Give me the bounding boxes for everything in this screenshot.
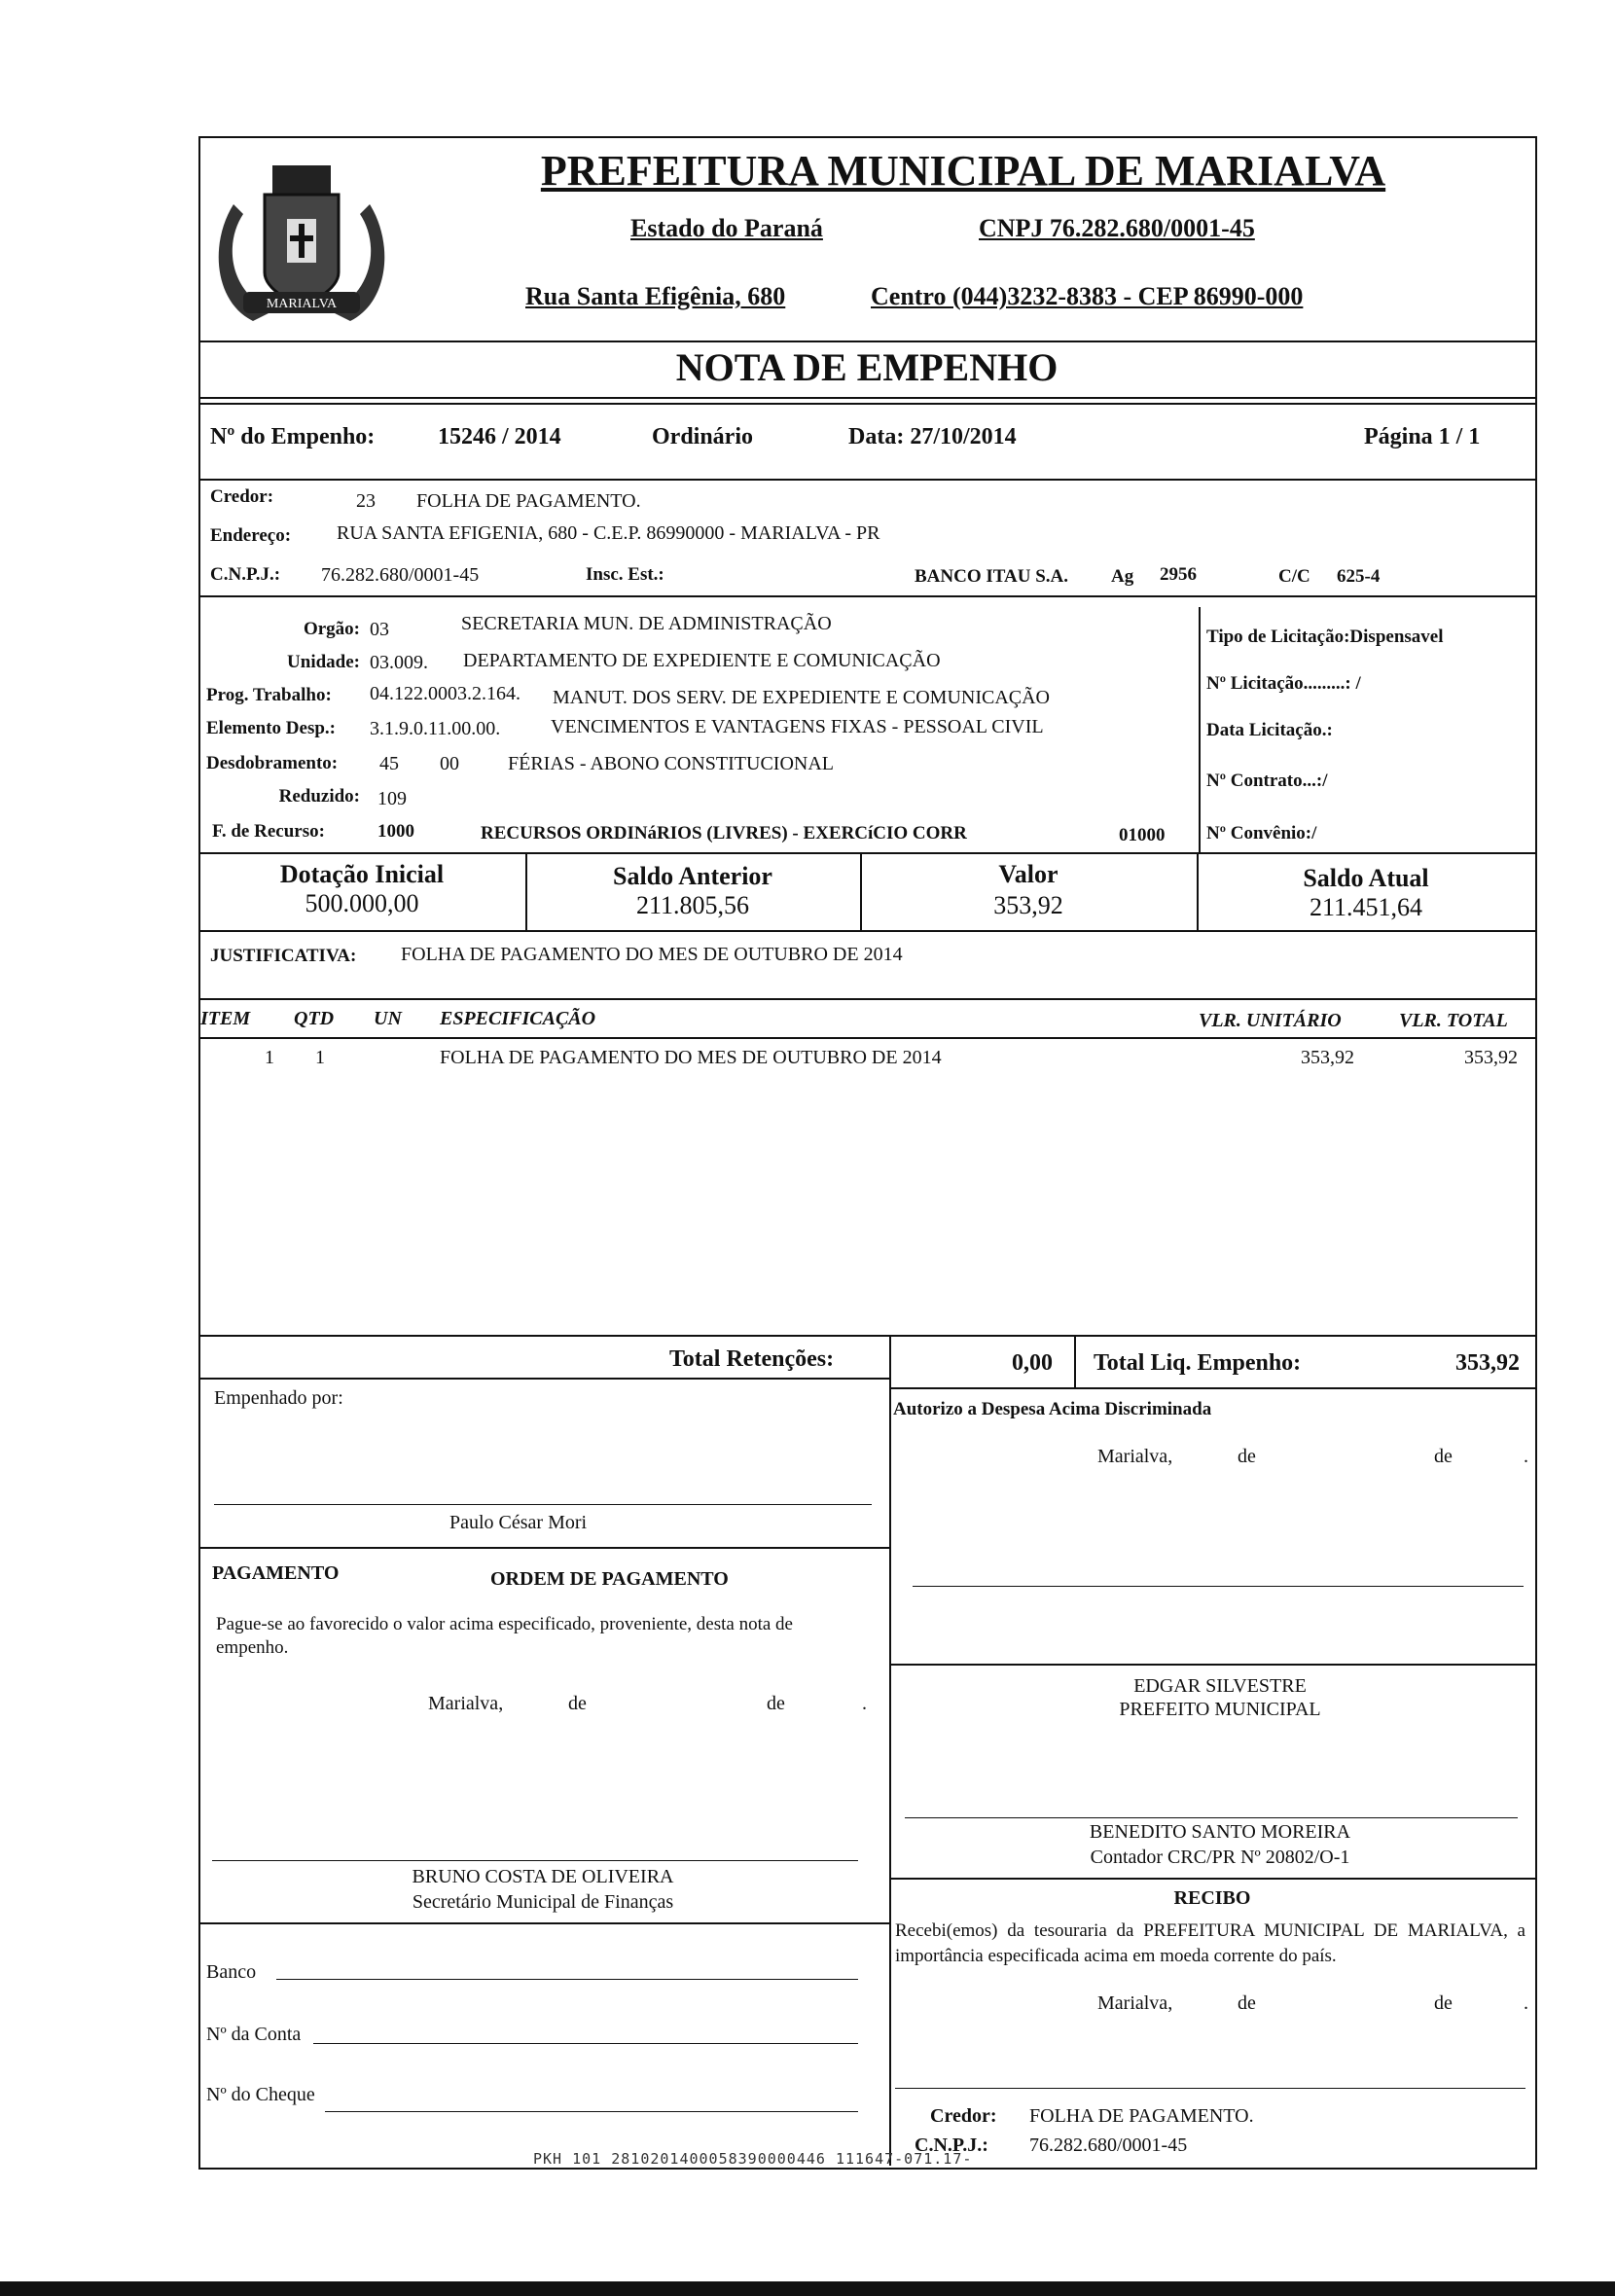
row-qtd: 1 <box>315 1047 325 1068</box>
empenho-number: 15246 / 2014 <box>438 424 561 449</box>
recibo-credor-label: Credor: <box>930 2105 997 2127</box>
barcode-text: PKH 101 2810201400058390000446 111647-071.17- <box>533 2150 973 2168</box>
prefeito-title: PREFEITO MUNICIPAL <box>1119 1699 1321 1720</box>
valor-label: Valor <box>998 860 1059 888</box>
saldo-atual-value: 211.451,64 <box>1309 893 1423 921</box>
desdobramento-code: 45 <box>379 753 399 774</box>
prefeito-name: EDGAR SILVESTRE <box>1133 1675 1307 1697</box>
col-qtd-header: QTD <box>294 1008 335 1029</box>
total-liq-value: 353,92 <box>1455 1350 1520 1376</box>
reduzido-code: 109 <box>377 788 407 809</box>
ag-label: Ag <box>1111 566 1134 587</box>
page-title: PREFEITURA MUNICIPAL DE MARIALVA <box>540 147 1386 195</box>
saldo-anterior-label: Saldo Anterior <box>613 862 772 890</box>
recibo-cnpj: 76.282.680/0001-45 <box>1029 2135 1188 2156</box>
recibo-date-de1: de <box>1238 1992 1256 2014</box>
justificativa-text: FOLHA DE PAGAMENTO DO MES DE OUTUBRO DE 2014 <box>401 944 903 965</box>
conta-label: Nº da Conta <box>206 2024 302 2045</box>
valor-value: 353,92 <box>993 891 1063 919</box>
elemento-code: 3.1.9.0.11.00.00. <box>370 718 501 739</box>
col-un-header: UN <box>374 1008 402 1029</box>
scan-edge <box>0 2281 1615 2296</box>
recibo-date-dot: . <box>1524 1992 1528 2014</box>
municipal-crest <box>204 146 399 336</box>
banco-field[interactable] <box>276 1979 858 1980</box>
row-unit: 353,92 <box>1301 1047 1354 1068</box>
desdobramento-sub: 00 <box>440 753 459 774</box>
autorizo-date-de2: de <box>1434 1446 1453 1467</box>
autorizo-label: Autorizo a Despesa Acima Discriminada <box>893 1399 1212 1419</box>
desdobramento-label: Desdobramento: <box>206 753 339 773</box>
recibo-title: RECIBO <box>1173 1887 1251 1909</box>
orgao-label: Orgão: <box>303 619 360 639</box>
licitacao-data: Data Licitação.: <box>1206 720 1333 740</box>
prog-desc: MANUT. DOS SERV. DE EXPEDIENTE E COMUNICAÇÃO <box>553 687 1050 708</box>
page-number: Página 1 / 1 <box>1364 424 1481 449</box>
ag-number: 2956 <box>1160 564 1197 585</box>
crest-icon <box>204 146 399 336</box>
svg-text:MARIALVA: MARIALVA <box>266 297 338 311</box>
recibo-cnpj-label: C.N.P.J.: <box>915 2135 988 2156</box>
dotacao-value: 500.000,00 <box>305 889 419 917</box>
credor-label: Credor: <box>210 486 274 507</box>
reduzido-label: Reduzido: <box>278 786 360 807</box>
empenhado-name: Paulo César Mori <box>449 1512 588 1533</box>
col-total-header: VLR. TOTAL <box>1399 1010 1508 1031</box>
row-total: 353,92 <box>1464 1047 1518 1068</box>
recurso-code-2: 01000 <box>1119 825 1166 845</box>
secretario-title: Secretário Municipal de Finanças <box>412 1891 674 1913</box>
pagamento-date-de1: de <box>568 1693 587 1714</box>
elemento-label: Elemento Desp.: <box>206 718 336 738</box>
pagamento-date-dot: . <box>862 1693 867 1714</box>
pagamento-text: Pague-se ao favorecido o valor acima especificado, proveniente, desta nota de empenho. <box>216 1614 793 1658</box>
pagamento-label: PAGAMENTO <box>212 1562 340 1584</box>
autorizo-date-de1: de <box>1238 1446 1256 1467</box>
header-district: Centro (044)3232-8383 - CEP 86990-000 <box>871 282 1304 310</box>
cc-number: 625-4 <box>1337 566 1381 587</box>
insc-label: Insc. Est.: <box>586 564 664 585</box>
recibo-text: Recebi(emos) da tesouraria da PREFEITURA MUNICIPAL DE MARIALVA, a importância especificada acima em moeda corrente do país. <box>895 1920 1525 1966</box>
pagamento-date-de2: de <box>767 1693 785 1714</box>
credor-cnpj: 76.282.680/0001-45 <box>321 564 480 586</box>
credor-code: 23 <box>356 490 376 512</box>
credor-name: FOLHA DE PAGAMENTO. <box>416 490 641 512</box>
contador-name: BENEDITO SANTO MOREIRA <box>1089 1821 1351 1843</box>
unidade-desc: DEPARTAMENTO DE EXPEDIENTE E COMUNICAÇÃO <box>463 650 941 671</box>
empenho-type: Ordinário <box>652 424 754 449</box>
endereco-label: Endereço: <box>210 525 292 546</box>
empenho-label: Nº do Empenho: <box>210 424 376 449</box>
col-unit-header: VLR. UNITÁRIO <box>1199 1010 1342 1031</box>
orgao-desc: SECRETARIA MUN. DE ADMINISTRAÇÃO <box>461 613 832 634</box>
cnpj-label: C.N.P.J.: <box>210 564 281 585</box>
retencoes-label: Total Retenções: <box>669 1346 835 1372</box>
state-label: Estado do Paraná <box>630 214 823 242</box>
col-item-header: ITEM <box>200 1008 251 1029</box>
bank-name: BANCO ITAU S.A. <box>915 566 1069 587</box>
autorizo-date-dot: . <box>1524 1446 1528 1467</box>
header-address: Rua Santa Efigênia, 680 <box>525 282 786 310</box>
cheque-field[interactable] <box>325 2111 858 2112</box>
dotacao-label: Dotação Inicial <box>279 860 445 888</box>
contrato-numero: Nº Contrato...:/ <box>1206 771 1328 791</box>
saldo-anterior-value: 211.805,56 <box>635 891 750 919</box>
contador-title: Contador CRC/PR Nº 20802/O-1 <box>1090 1847 1350 1868</box>
document-title: NOTA DE EMPENHO <box>675 345 1059 389</box>
unidade-label: Unidade: <box>287 652 360 672</box>
convenio-numero: Nº Convênio:/ <box>1206 823 1317 843</box>
recurso-label: F. de Recurso: <box>212 821 325 842</box>
row-spec: FOLHA DE PAGAMENTO DO MES DE OUTUBRO DE 2014 <box>440 1047 942 1068</box>
licitacao-tipo: Tipo de Licitação:Dispensavel <box>1206 627 1444 647</box>
empenho-date: Data: 27/10/2014 <box>848 424 1017 449</box>
conta-field[interactable] <box>313 2043 858 2044</box>
desdobramento-desc: FÉRIAS - ABONO CONSTITUCIONAL <box>508 753 835 774</box>
pagamento-date-city: Marialva, <box>428 1693 504 1714</box>
recibo-date-city: Marialva, <box>1097 1992 1173 2014</box>
empenhado-label: Empenhado por: <box>214 1387 343 1409</box>
autorizo-date-city: Marialva, <box>1097 1446 1173 1467</box>
recurso-code: 1000 <box>377 821 414 842</box>
recibo-credor: FOLHA DE PAGAMENTO. <box>1029 2105 1254 2127</box>
recurso-desc: RECURSOS ORDINáRIOS (LIVRES) - EXERCíCIO CORR <box>481 823 967 843</box>
row-item: 1 <box>265 1047 274 1068</box>
prog-label: Prog. Trabalho: <box>206 685 332 705</box>
cheque-label: Nº do Cheque <box>206 2084 315 2105</box>
prog-code: 04.122.0003.2.164. <box>370 683 520 704</box>
header-cnpj: CNPJ 76.282.680/0001-45 <box>979 214 1255 242</box>
banco-label: Banco <box>206 1961 257 1983</box>
ordem-pagamento-label: ORDEM DE PAGAMENTO <box>490 1568 729 1590</box>
col-spec-header: ESPECIFICAÇÃO <box>440 1008 596 1029</box>
cc-label: C/C <box>1278 566 1310 587</box>
retencoes-value: 0,00 <box>1012 1350 1053 1376</box>
secretario-name: BRUNO COSTA DE OLIVEIRA <box>412 1866 674 1887</box>
recibo-date-de2: de <box>1434 1992 1453 2014</box>
credor-address: RUA SANTA EFIGENIA, 680 - C.E.P. 86990000 - MARIALVA - PR <box>337 522 880 544</box>
orgao-code: 03 <box>370 619 389 640</box>
elemento-desc: VENCIMENTOS E VANTAGENS FIXAS - PESSOAL CIVIL <box>551 716 1044 737</box>
saldo-atual-label: Saldo Atual <box>1303 864 1429 892</box>
total-liq-label: Total Liq. Empenho: <box>1094 1350 1302 1376</box>
licitacao-numero: Nº Licitação.........: / <box>1206 673 1361 694</box>
justificativa-label: JUSTIFICATIVA: <box>210 946 357 966</box>
unidade-code: 03.009. <box>370 652 428 673</box>
